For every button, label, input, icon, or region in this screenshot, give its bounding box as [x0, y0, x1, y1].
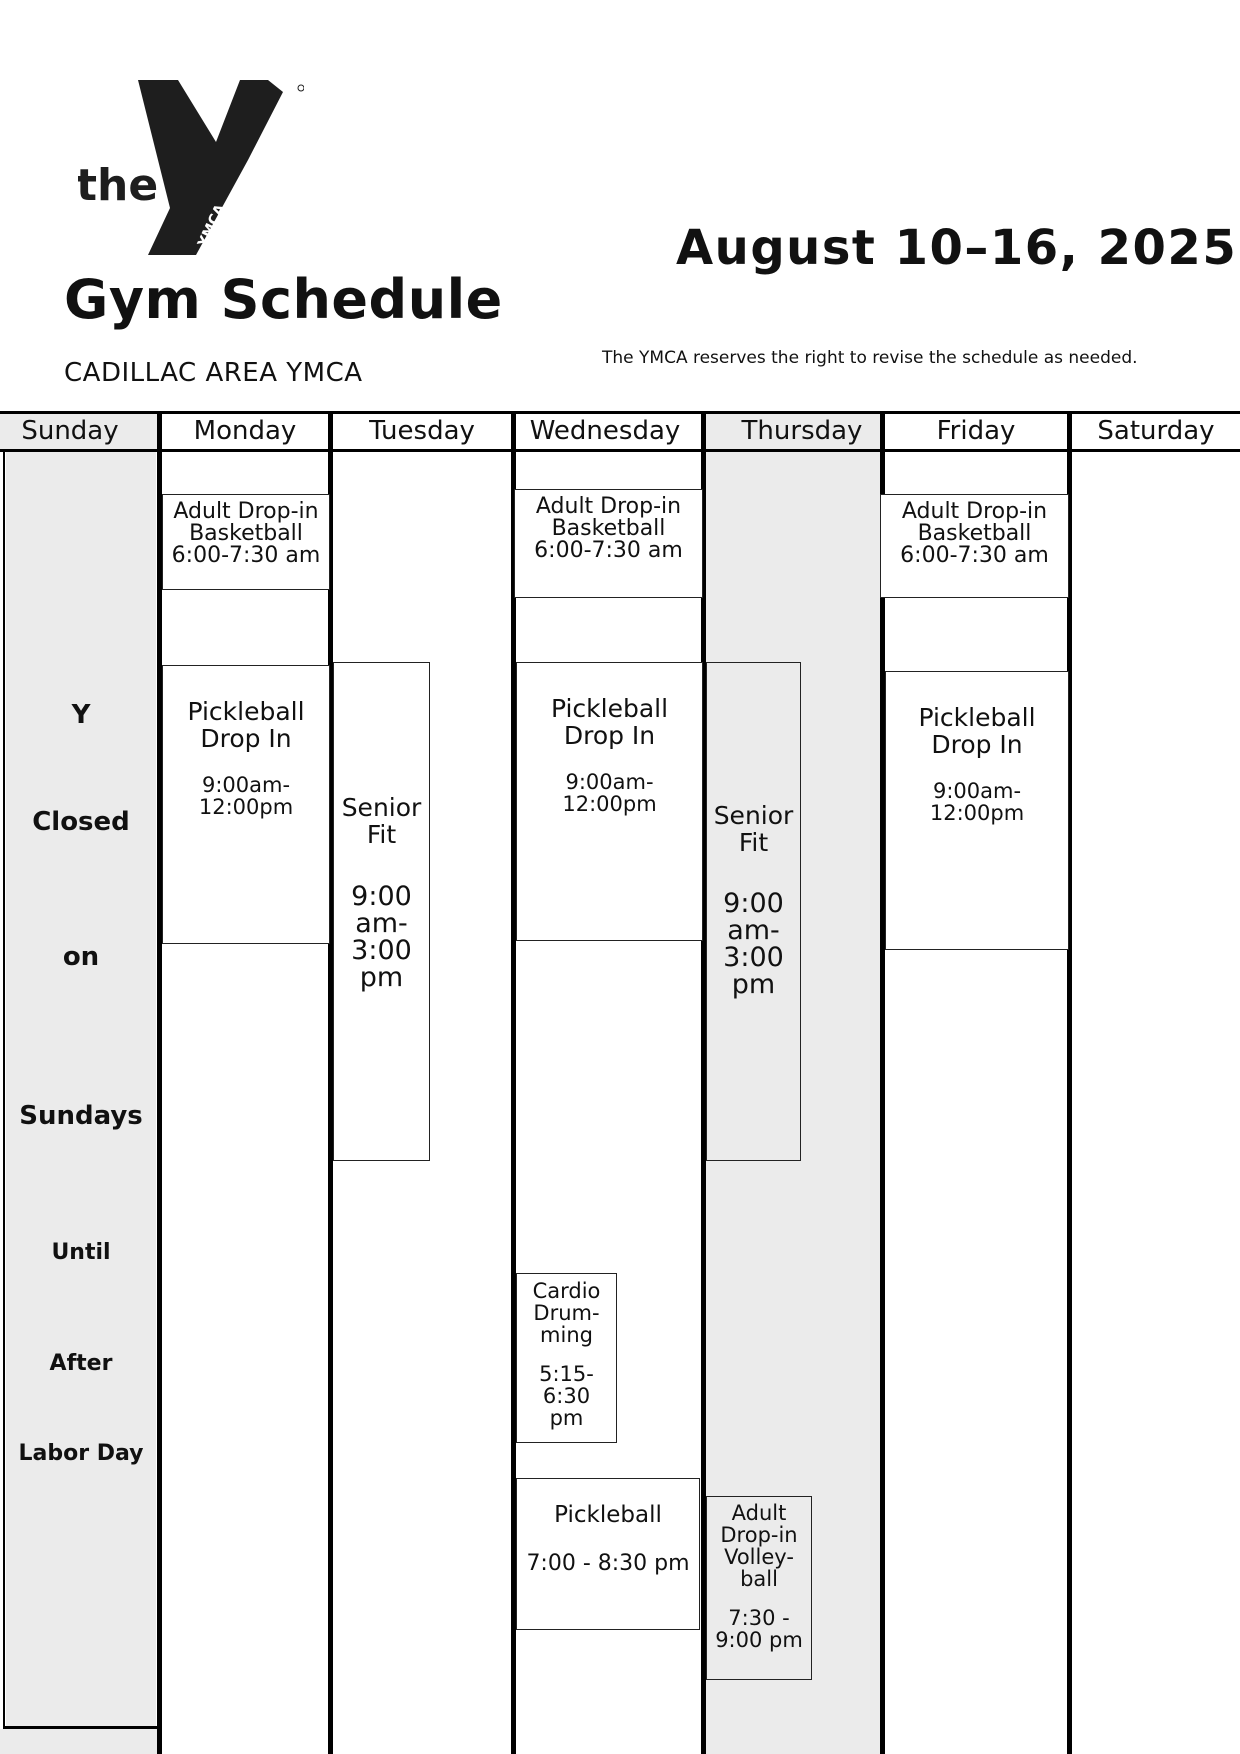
event-time: 6:00-7:30 am — [171, 543, 321, 568]
event-name: Pickleball — [550, 694, 669, 723]
event-name: Adult — [731, 1501, 787, 1525]
event-name: ball — [740, 1567, 778, 1591]
event-name: Basketball — [189, 521, 303, 546]
event-time: 6:00-7:30 am — [900, 543, 1049, 568]
event-time: 9:00 — [723, 888, 784, 919]
event-time: am- — [727, 915, 780, 946]
event-time: 5:15- — [539, 1362, 594, 1386]
sunday-note-line: Labor Day — [18, 1441, 144, 1466]
page-title: Gym Schedule — [64, 268, 503, 331]
event-time: am- — [355, 908, 408, 939]
event-time: pm — [731, 969, 776, 1000]
sunday-bottom-line — [3, 1726, 159, 1729]
column-divider — [157, 412, 162, 1754]
event-name: Cardio — [532, 1279, 601, 1303]
event-name: Pickleball — [554, 1502, 662, 1528]
sunday-column-shade — [6, 452, 156, 1726]
column-divider — [1067, 412, 1072, 1754]
day-header-tuesday: Tuesday — [369, 416, 475, 446]
event-time: 6:00-7:30 am — [534, 538, 683, 563]
event-thursday-adult-volleyball — [706, 1496, 812, 1680]
event-name: Adult Drop-in — [173, 499, 319, 524]
event-time: 9:00 — [351, 881, 412, 912]
event-name: Pickleball — [187, 697, 305, 726]
header-bottom-line — [0, 449, 1240, 452]
event-name: Drop In — [563, 721, 656, 750]
event-time: 6:30 — [542, 1384, 591, 1408]
sunday-note-line: on — [62, 942, 100, 972]
event-time: 12:00pm — [929, 801, 1025, 825]
event-name: Basketball — [917, 521, 1032, 546]
event-time: 9:00am- — [565, 770, 654, 794]
logo-mark: YMCA — [195, 201, 229, 250]
event-thursday-senior-fit — [706, 662, 801, 1161]
event-time: 7:30 - — [728, 1606, 790, 1630]
sunday-bottom-shade — [0, 1729, 158, 1754]
sunday-note-line: Closed — [32, 807, 130, 837]
event-name: Drop In — [931, 730, 1023, 759]
day-header-friday: Friday — [936, 416, 1016, 446]
event-monday-adult-basketball — [162, 494, 330, 590]
day-header-thursday: Thursday — [741, 416, 863, 446]
column-divider — [880, 412, 885, 1754]
event-time: 12:00pm — [198, 795, 294, 819]
sunday-note-line: Y — [71, 700, 91, 730]
event-time: 9:00am- — [932, 779, 1022, 803]
event-time: 3:00 — [723, 942, 784, 973]
event-friday-adult-basketball — [880, 494, 1069, 598]
event-name: Fit — [366, 820, 397, 849]
ymca-logo — [78, 80, 304, 258]
schedule-notice: The YMCA reserves the right to revise the schedule as needed. — [602, 348, 1138, 368]
event-wednesday-cardio-drumming — [516, 1273, 617, 1443]
day-header-sunday: Sunday — [21, 416, 119, 446]
logo-word: the — [78, 160, 159, 211]
event-tuesday-senior-fit — [333, 662, 430, 1161]
event-name: Fit — [738, 828, 769, 857]
event-wednesday-adult-basketball — [514, 489, 703, 598]
event-name: Volley- — [724, 1545, 794, 1569]
sunday-left-line — [3, 452, 5, 1728]
event-wednesday-pickleball-evening — [516, 1478, 700, 1630]
event-friday-pickleball — [885, 671, 1069, 950]
event-name: Drum- — [533, 1301, 600, 1325]
organization-name: CADILLAC AREA YMCA — [64, 358, 363, 388]
event-name: Senior — [713, 801, 794, 830]
event-name: Pickleball — [918, 703, 1036, 732]
event-name: Adult Drop-in — [535, 494, 682, 519]
event-name: ming — [540, 1323, 593, 1347]
event-name: Drop In — [200, 724, 292, 753]
day-header-monday: Monday — [193, 416, 297, 446]
day-header-saturday: Saturday — [1097, 416, 1215, 446]
event-monday-pickleball — [162, 665, 330, 944]
event-wednesday-pickleball — [516, 662, 703, 941]
event-name: Senior — [341, 793, 422, 822]
event-time: pm — [549, 1406, 584, 1430]
date-range: August 10–16, 2025 — [676, 220, 1238, 276]
event-time: 12:00pm — [562, 792, 657, 816]
event-time: pm — [359, 962, 404, 993]
event-name: Adult Drop-in — [901, 499, 1048, 524]
event-name: Basketball — [551, 516, 666, 541]
event-time: 9:00 pm — [715, 1628, 803, 1652]
event-time: 7:00 - 8:30 pm — [526, 1551, 690, 1576]
sunday-note-line: Sundays — [19, 1101, 143, 1131]
event-name: Drop-in — [720, 1523, 798, 1547]
event-time: 9:00am- — [201, 773, 291, 797]
sunday-note-line: After — [49, 1351, 113, 1376]
event-time: 3:00 — [351, 935, 412, 966]
day-header-wednesday: Wednesday — [529, 416, 681, 446]
sunday-note-line: Until — [51, 1240, 111, 1265]
